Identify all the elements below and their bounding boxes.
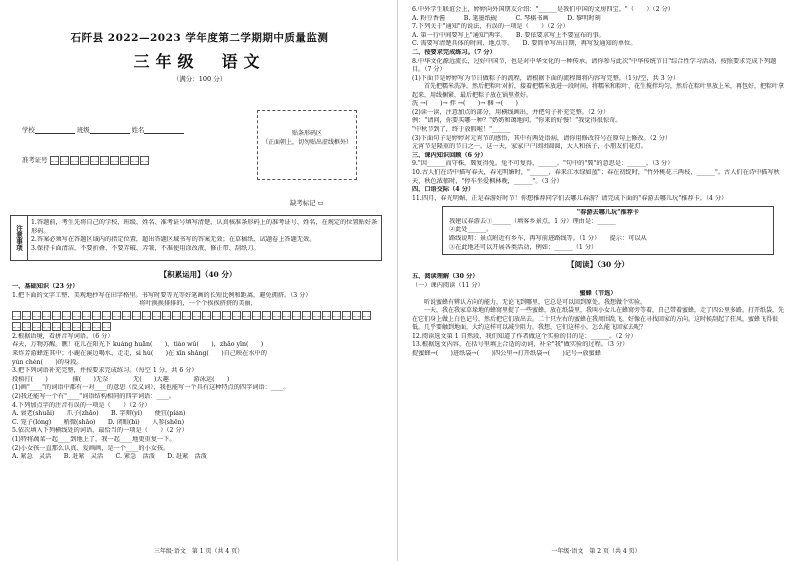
option[interactable]: C. 琴棋书画 [515,14,549,22]
q8-part: (3)下面句子是婷婷对元宵节的感悟，其中有两处语病，请你用修改符号在原句上修改。（2 分） [412,134,672,142]
page-footer: 一年级·语文 第 2 页（共 4 页） [551,548,641,555]
option[interactable]: C. 笼子(lóng) 稍微(shāo) [12,418,96,426]
notice-item: 2.答案必须写在答题区域内的指定位置，超出答题区域书写的答案无效；在草稿纸、试题卷上答题无效。 [31,236,316,244]
option[interactable]: A. 第一行中间要写上"通知"两字。 [412,31,504,39]
question-1: 1.把下面的文字工整、美观地抄写在田字格里。书写时要等光等好笔画的长短比例和距离，避免拥挤。（3 分） [12,291,312,299]
grade-subject: 三年级 语文 [133,52,266,71]
recommend-card [442,206,774,255]
page-footer: 三年级·语文 第 1 页（共 4 页） [153,548,244,555]
essay-paragraph: 一天，我在我家草垛地的蜂窝里捉了一些蜜蜂，放在纸袋里，我叫小女儿在蜂窝旁等着，自己带着蜜蜂，走了四公里多路。打开纸袋，先在它们身上做上白色记号，然后把它们放出去。二十只左右的蜜蜂在我周围乱飞，好像在寻找回家的方向。这时候刮起了狂风，蜜蜂飞得很低，几乎要触到地面，大约这样可以减少阻力。我想，它们这样小，怎么能飞回家去呢？ [412,307,785,332]
question-group: 二、按要求完成练习。（7 分） [412,48,496,56]
exam-title: 石阡县 2022—2023 学年度第二学期期中质量监测 [70,32,329,44]
question-group: 三、课内知识回顾（6 分） [412,151,487,159]
q7-options [412,40,784,49]
q6-options [412,15,784,24]
q5-sub: (2)小女孩一直那么认真、爱画画，是一个____的小女孩。 [12,444,170,452]
q5-sub: (1)特将蔬菜一起____到地上了，我一起____地更重复一下。 [12,435,176,443]
q7-options [412,32,784,41]
question-5: 5.依次填入下列横线处的词语，最恰当的一项是（ ）（2 分） [12,427,188,435]
option[interactable]: D. 黎明时刻 [567,14,601,22]
writing-grid[interactable] [12,322,384,331]
q4-options [12,419,384,428]
question-7: 7.下列关于"通知"的说法，有误的一项是（ ）（2 分） [412,23,569,31]
notice-head: 注意事项 [11,216,28,260]
question-3: 3.把下列词语补充完整，并按要求完成练习。（每空 1 分，共 6 分） [12,367,198,375]
notice-item: 3.保持卡面清洁，不要折叠、不要弄破、弄皱，不准使用涂改液、修正带、刮纸刀。 [31,244,260,252]
q2-line: yún chèn( )的身段。 [12,358,83,366]
q3-words: 投植打( ) 捕( )无奈 无( )大趣 游泳运( ) [12,375,230,383]
card-title: "春游去哪儿玩"推荐卡 [576,209,640,217]
q13-flow[interactable]: 捉蜜蜂→( )进纸袋→( )四公里→打开纸袋→( )记号→放蜜蜂 [412,349,601,357]
q8-part: (1)下面节是婷婷写为节日做粽子的流程，请根据下面的流程图将内容写完整。（1分/空，共 3 分） [412,74,680,82]
question-6: 6.中外学生联谊会上，婷婷向外国朋友介绍："______是我们中国的文房四宝。"（ ）（2 分） [412,6,674,13]
q8-example[interactable]: "中秋节到了，终于放假啦！"______ [412,125,511,133]
class-label: 班级 [76,126,90,134]
essay-paragraph: 听说蜜蜂有辨认方向的能力，无论飞到哪里，它总是可以回到原处。我想做个实验。 [424,299,647,307]
question-12: 12.阅读选文第 1 自然段，我们知道了作者做这个实验的目的是：______。（2 分） [412,332,637,340]
name-field[interactable] [144,126,184,134]
full-score: （满分：100 分） [172,75,227,83]
absent-label: 缺考标记 [290,199,316,207]
notice-item: 1.答题前，考生先将自己的学校、班级、姓名、准考证号填写清楚，认真核准条形码上的准考证号、姓名，在规定的位置贴好条形码。 [31,219,378,235]
question-2: 2.根据语境，看拼音写词语。（6 分） [12,332,114,340]
option[interactable]: A. 紧急 灵活 [12,453,52,461]
option[interactable]: D. 赶紧 活泼 [167,453,207,461]
barcode-note: （正面朝上，切勿贴出虚线框外） [261,139,352,146]
q4-options [12,410,384,419]
exam-number-label: 准考证号 [22,156,48,164]
option[interactable]: D. 要简单写出日期，再写发通知的单位。 [522,40,637,48]
option[interactable]: B. 字辩(yí) 便宜(pián) [111,410,186,418]
option[interactable]: B. 赶紧 灵活 [63,453,104,461]
option[interactable]: D. 闭眼(bì) 人参(shēn) [107,418,185,426]
q3-sub: (2)我还能写一个有"____"词语结构相同的四字词语：____。 [12,392,175,400]
copy-text: 将叶换换排排的，一个个挨挨挤挤的美丽， [139,300,257,308]
barcode-area [257,110,357,180]
q8-example: 例："请问，你要买哪一种？"奶奶和蔼地问。"你来的好慢！"我觉得很惊奇。 [412,117,622,125]
q2-line: 春天，万物苏醒。瞧！花儿在阳光下 kuáng huān( )，tiào wǔ( )，zhāo yīn( ) [12,341,264,349]
section-heading: 【阅读】（30 分） [567,260,629,270]
question-group: 一、基础知识（23 分） [12,283,79,290]
q8-flow[interactable]: 洗 →( )→ 拌 →( )→ 捆 →( ) [412,100,518,108]
barcode-label: 贴条形码区 [291,130,322,137]
q5-options [12,453,384,462]
question-subgroup: （一）课内阅读（11 分） [412,281,484,289]
question-11: 11.四月，春光明媚，正是春游好时节！你想推荐同学们去哪儿春游？请完成下面的"春游去哪儿玩"推荐卡。（4 分） [412,194,728,202]
question-9: 9."因______而守株，冀复得兔。兔不可复得，______。"句中的"冀"的意思是：______。（3 分） [412,160,674,168]
section-heading: 【积累运用】（40 分） [159,270,237,279]
absent-mark[interactable]: 缺考标记 ▭ [290,199,324,207]
writing-grid[interactable] [12,311,384,320]
q2-line: 来炸芳游蜂连其中；小鹿在溪边喝水、走走，sì hù( )在 xīn shǎng( )自己映在水中的 [12,349,267,357]
school-field[interactable] [35,126,75,134]
exam-number-boxes[interactable] [50,156,149,165]
q8-passage: 首先把糯米洗净，然后把粽叶对折，接着把糯米放进一段时间，将糯米和粽叶、花生搅拌均匀，然后在粽叶里放上米，再包好，把粽叶拿起来，用线捆紧，最后把粽子放在锅里煮好。 [412,83,785,99]
question-13: 13.根据选文内容，在括号里填上合适的动词，补全"我"做实验的过程。（3 分） [412,341,629,349]
option[interactable]: C. 需要写清楚具体的时间、地点等。 [412,40,511,48]
question-group: 五、阅读理解（30 分） [412,273,479,281]
notice-box [10,215,382,261]
essay-title: 蜜蜂（节选） [579,290,617,298]
school-label: 学校 [22,126,35,134]
question-10: 10.古人们在诗中描写春天，春光明媚时，"______，春来江水绿如蓝"；春在初绽时，"竹外桃花三两枝，______"。古人们在诗中描写秋天，秋色浓郁时，"停车坐爱枫林晚，______"。（3 分） [412,168,780,185]
exam-page-right [397,0,794,561]
q8-part: (2)读一读，注意加点的部分，用横线画出，并把句子补充完整。（2 分） [412,108,610,116]
card-line[interactable]: 我建议春游去①______（填客乡景点，1 分）理由是：______ [449,217,616,225]
question-8: 8.中华文化源远流长，过好中国节，也是对中华文化的一种传承。请你参与此次"中华传统节日"综合性学习活动，按照要求完成下列题目。（7 分） [412,57,777,74]
option[interactable]: A. 粉豆香酱 [412,14,446,22]
option[interactable]: A. 衰老(shuāi) 爪子(zhǎo) [12,410,99,418]
student-info [22,125,184,134]
card-line[interactable]: ③在此地还可以开展各类活动，例如：______（1 分） [449,243,598,251]
option[interactable]: C. 紧急 活泼 [115,453,155,461]
option[interactable]: B. 笔墨纸砚 [463,14,497,22]
class-field[interactable] [90,126,130,134]
option[interactable]: B. 要依要求写上不要宣布的事。 [515,31,605,39]
card-line[interactable]: 路线说明：景点附近有乡车，再写前进路线等。（1 分） 提示：可以从 [449,235,647,243]
exam-number [22,155,149,165]
name-label: 姓名 [131,126,145,134]
q8-sentence: 元宵节是隆重的节日之一。这一天，家家户户团团圆圆，大人和孩子，小朋友们花灯。 [412,143,648,151]
card-line[interactable]: ②此处______。 [449,226,493,234]
q3-sub: (1)画"____"的词语中都有一对____的意思（反义词），我也能写一个具有这种特点的四字词语：____。 [12,384,290,392]
question-group: 四、口语交际（4 分） [412,186,475,194]
question-4: 4.下列加点字的注音有误的一项是（ ）（2 分） [12,401,151,409]
